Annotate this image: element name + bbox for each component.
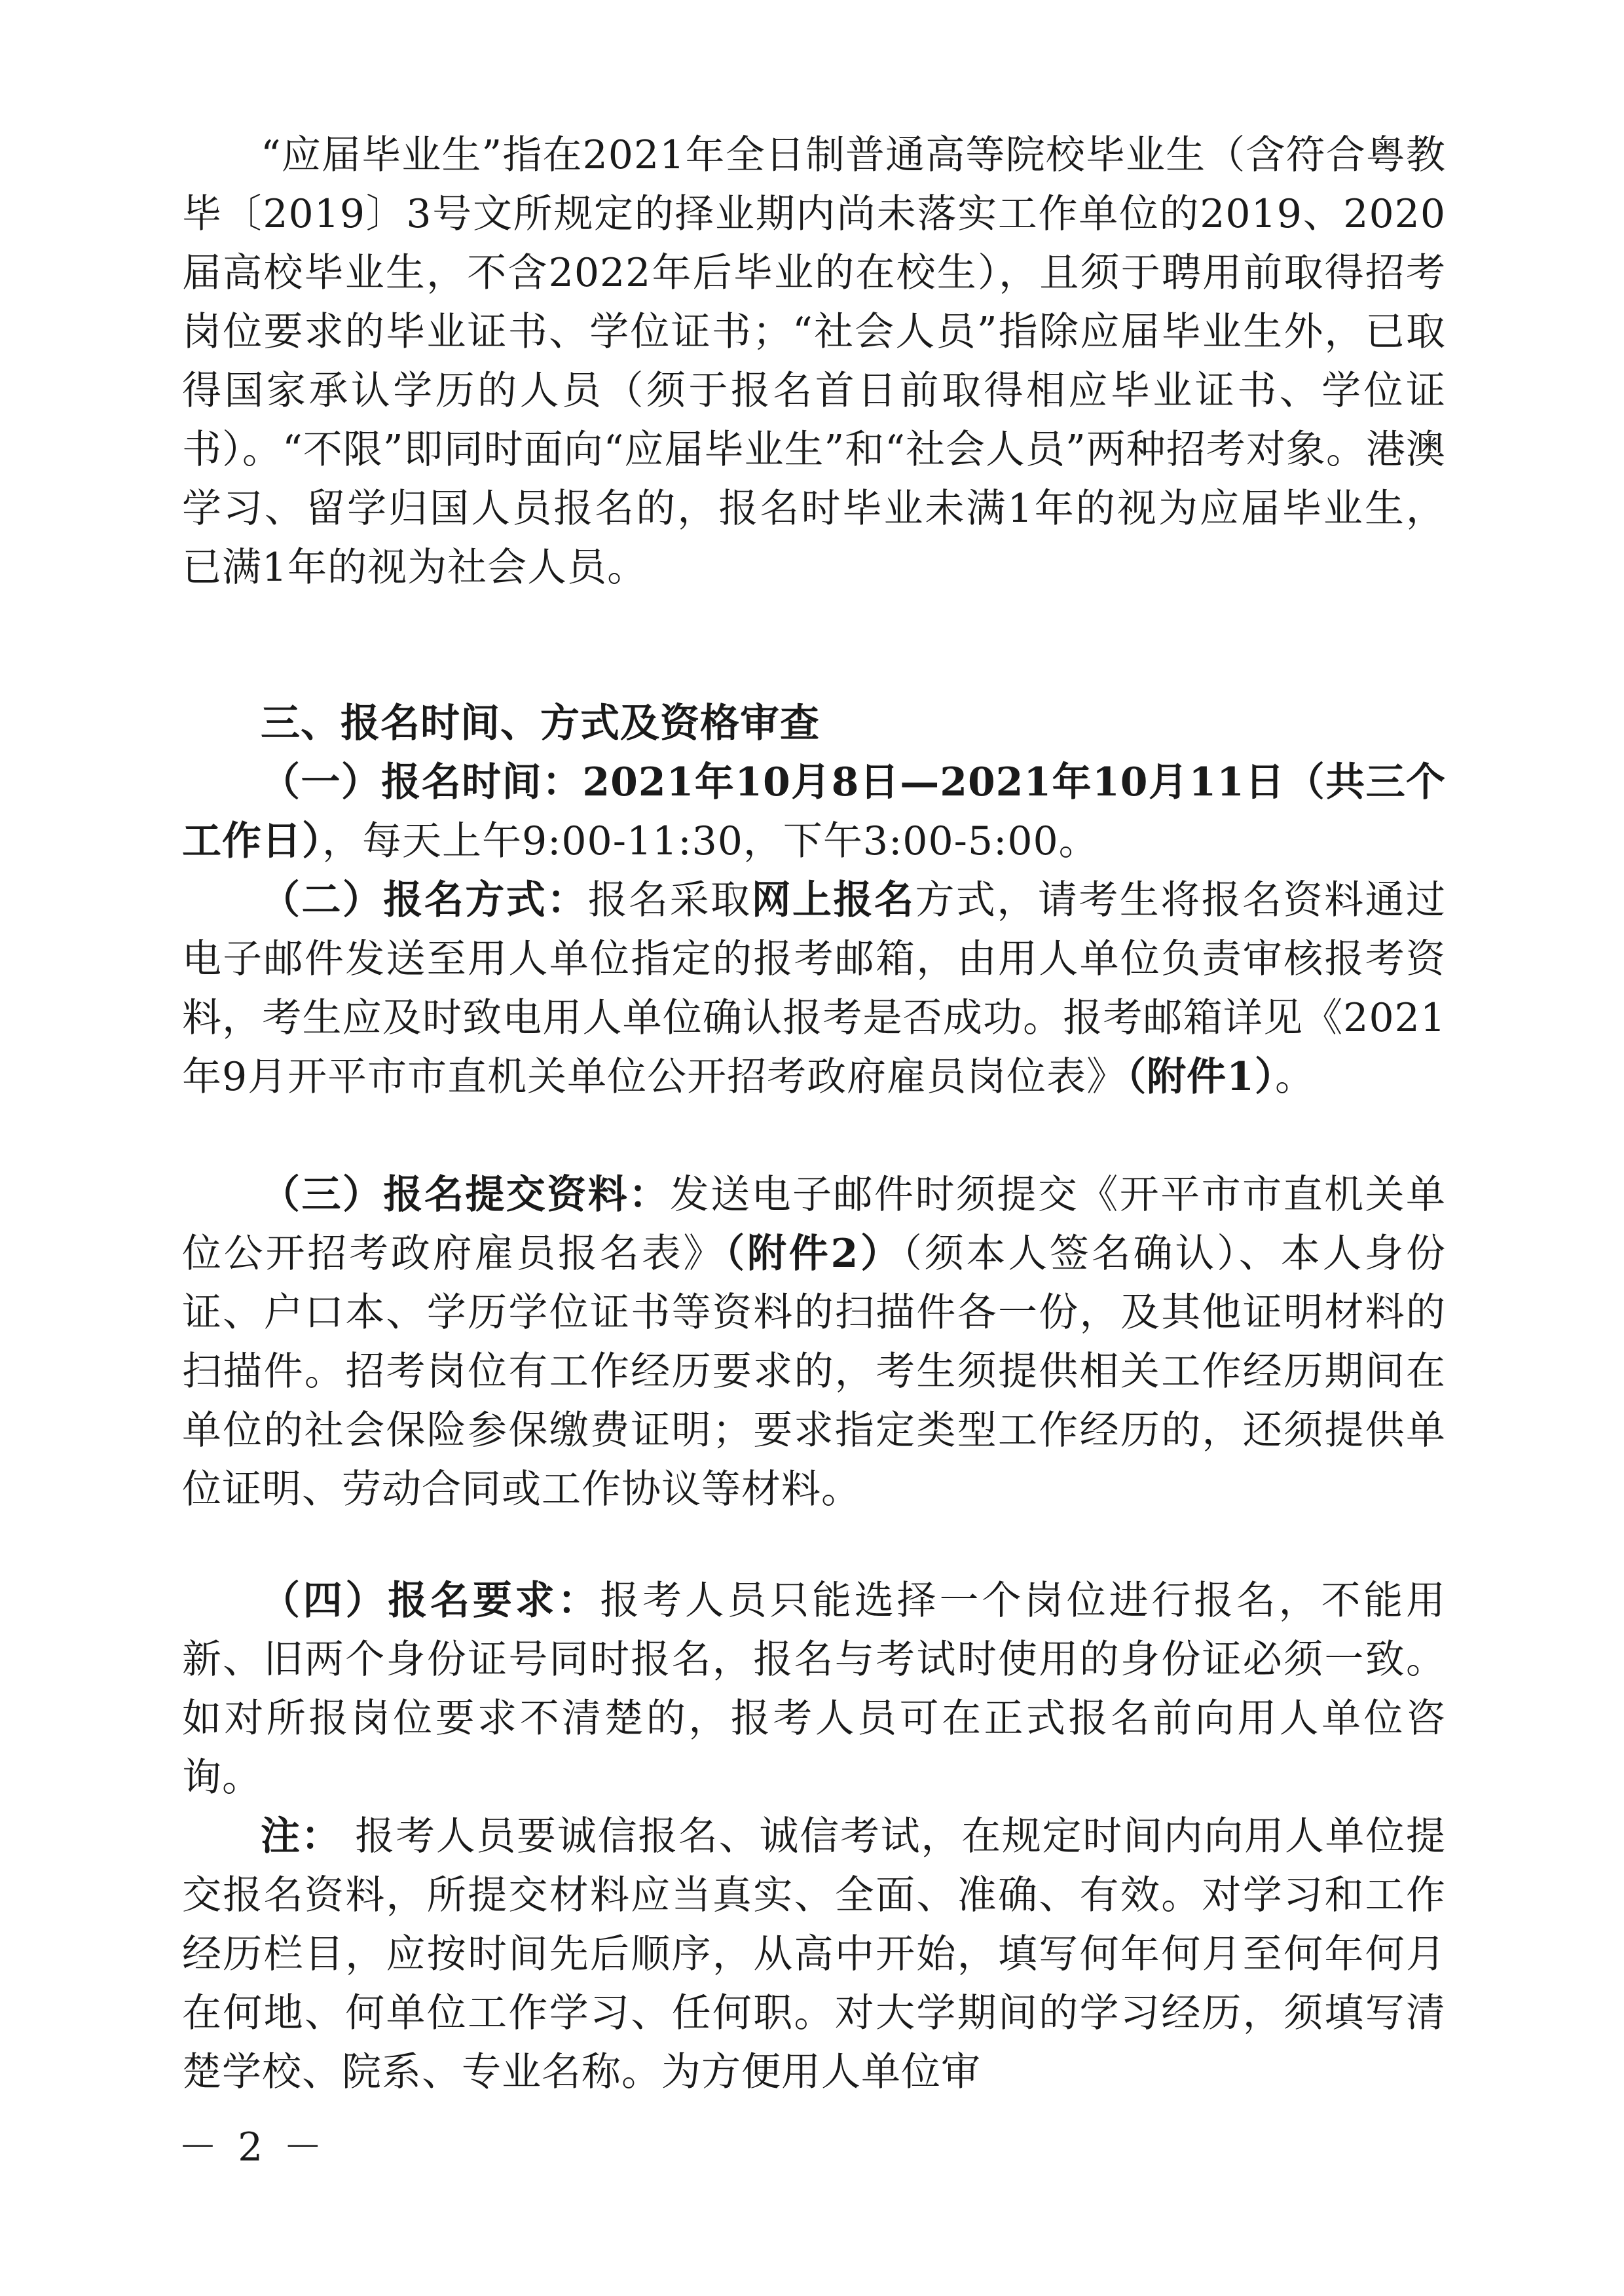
note-text-paragraph — [182, 1807, 1446, 2102]
item-3-label: （三）报名提交资料： — [261, 1172, 670, 1218]
item-registration-time — [182, 753, 1446, 871]
item-2-paragraph — [182, 871, 1446, 1106]
item-3-paragraph — [182, 1165, 1446, 1519]
note-paragraph — [182, 1807, 1446, 2102]
section-heading — [182, 694, 1446, 753]
item-4-text: 报考人员只能选择一个岗位进行报名，不能用新、旧两个身份证号同时报名，报名与考试时使用的身份证必须一致。如对所报岗位要求不清楚的，报考人员可在正式报名前向用人单位咨询。 — [182, 1578, 1447, 1800]
item-1-paragraph — [182, 753, 1446, 871]
item-2-text-a: 报名采取 — [587, 877, 752, 923]
item-4-paragraph — [182, 1571, 1446, 1807]
item-3-text-b: （须本人签名确认）、本人身份证、户口本、学历学位证书等资料的扫描件各一份，及其他证明材料的扫描件。招考岗位有工作经历要求的，考生须提供相关工作经历期间在单位的社会保险参保缴费证明；要求指定类型工作经历的，还须提供单位证明、劳动合同或工作协议等材料。 — [182, 1231, 1447, 1512]
item-1-dates: 2021年10月8日—2021年10月11日（共三个工作日） — [182, 759, 1446, 864]
item-submission-materials — [182, 1165, 1446, 1519]
item-1-text: ，每天上午9:00-11:30，下午3:00-5:00。 — [322, 818, 1099, 864]
item-registration-method — [182, 871, 1446, 1106]
note-label: 注： — [261, 1813, 342, 1859]
item-2-attachment: （附件1） — [1126, 1054, 1275, 1100]
item-3-attachment: （附件2） — [725, 1231, 902, 1277]
intro-text: “应届毕业生”指在2021年全日制普通高等院校毕业生（含符合粤教毕〔2019〕3号文所规定的择业期内尚未落实工作单位的2019、2020届高校毕业生，不含2022年后毕业的在校生），且须于聘用前取得招考岗位要求的毕业证书、学位证书；“社会人员”指除应届毕业生外，已取得国家承认学历的人员（须于报名首日前取得相应毕业证书、学位证书）。“不限”即同时面向“应届毕业生”和“社会人员”两种招考对象。港澳学习、留学归国人员报名的，报名时毕业未满1年的视为应届毕业生，已满1年的视为社会人员。 — [182, 132, 1446, 591]
item-registration-requirements — [182, 1571, 1446, 1807]
item-2-label: （二）报名方式： — [261, 877, 588, 923]
item-2-text-end: 。 — [1274, 1054, 1315, 1100]
section-heading-text: 三、报名时间、方式及资格审查 — [261, 701, 820, 746]
item-2-online: 网上报名 — [751, 877, 915, 923]
item-1-label: （一）报名时间： — [261, 759, 583, 805]
item-3-text-a: 发送电子邮件时须提交《开平市市直机关单位公开招考政府雇员报名表》 — [182, 1172, 1447, 1277]
item-4-label: （四）报名要求： — [261, 1578, 600, 1624]
note-text: 报考人员要诚信报名、诚信考试，在规定时间内向用人单位提交报名资料，所提交材料应当真实、全面、准确、有效。对学习和工作经历栏目，应按时间先后顺序，从高中开始，填写何年何月至何年何月在何地、何单位工作学习、任何职。对大学期间的学习经历，须填写清楚学校、院系、专业名称。为方便用人单位审 — [182, 1813, 1447, 2095]
page-number: － 2 － — [178, 2124, 327, 2170]
item-2-text-b: 方式，请考生将报名资料通过电子邮件发送至用人单位指定的报考邮箱，由用人单位负责审核报考资料，考生应及时致电用人单位确认报考是否成功。报考邮箱详见《2021年9月开平市市直机关单位公开招考政府雇员岗位表》 — [182, 877, 1447, 1100]
intro-paragraph — [182, 126, 1446, 597]
